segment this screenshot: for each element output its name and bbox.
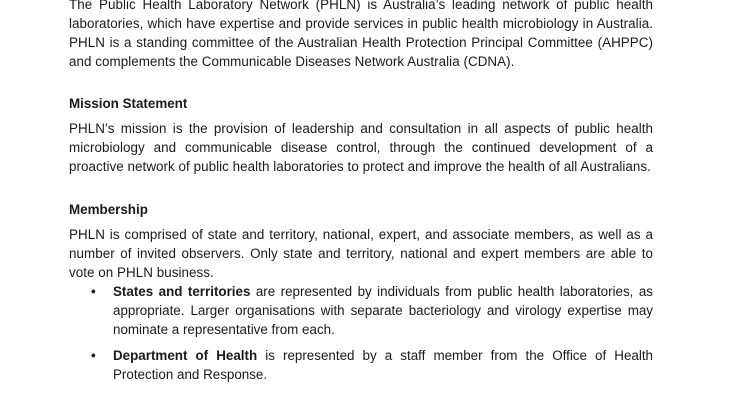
spacer — [69, 71, 653, 94]
membership-heading: Membership — [69, 202, 148, 217]
list-item-text: are represented by individuals from public health laboratories, as appropriate. Larger organisations with separate bacteriology and virology expertise may nominate a representative from each. — [113, 284, 653, 337]
list-item-text: is represented by a staff member from the Office of Health Protection and Response. — [113, 348, 653, 382]
list-item-bold-label: States and territories — [113, 284, 251, 299]
mission-paragraph: PHLN’s mission is the provision of leadership and consultation in all aspects of public health microbiology and communicable disease control, through the continued development of a proactive network of public health laboratories to protect and improve the health of all Australians. — [69, 121, 653, 174]
membership-list — [69, 282, 653, 384]
mission-heading: Mission Statement — [69, 96, 188, 111]
bullet-icon: • — [91, 284, 96, 299]
membership-paragraph: PHLN is comprised of state and territory, national, expert, and associate members, as well as a number of invited observers. Only state and territory, national and expert members are able to vote on PHLN business. — [69, 227, 653, 280]
list-item-states-territories — [69, 282, 653, 339]
list-item-bold-label: Department of Health — [113, 348, 258, 363]
spacer — [69, 176, 653, 200]
list-item-department-of-health — [69, 346, 653, 384]
bullet-icon: • — [91, 348, 96, 363]
document-page — [69, 0, 653, 391]
intro-paragraph: The Public Health Laboratory Network (PHLN) is Australia’s leading network of public health laboratories, which have expertise and provide services in public health microbiology in Australia. PHLN is a standing committee of the Australian Health Protection Principal Committee (AHPPC) and complements the Communicable Diseases Network Australia (CDNA). — [69, 0, 653, 69]
